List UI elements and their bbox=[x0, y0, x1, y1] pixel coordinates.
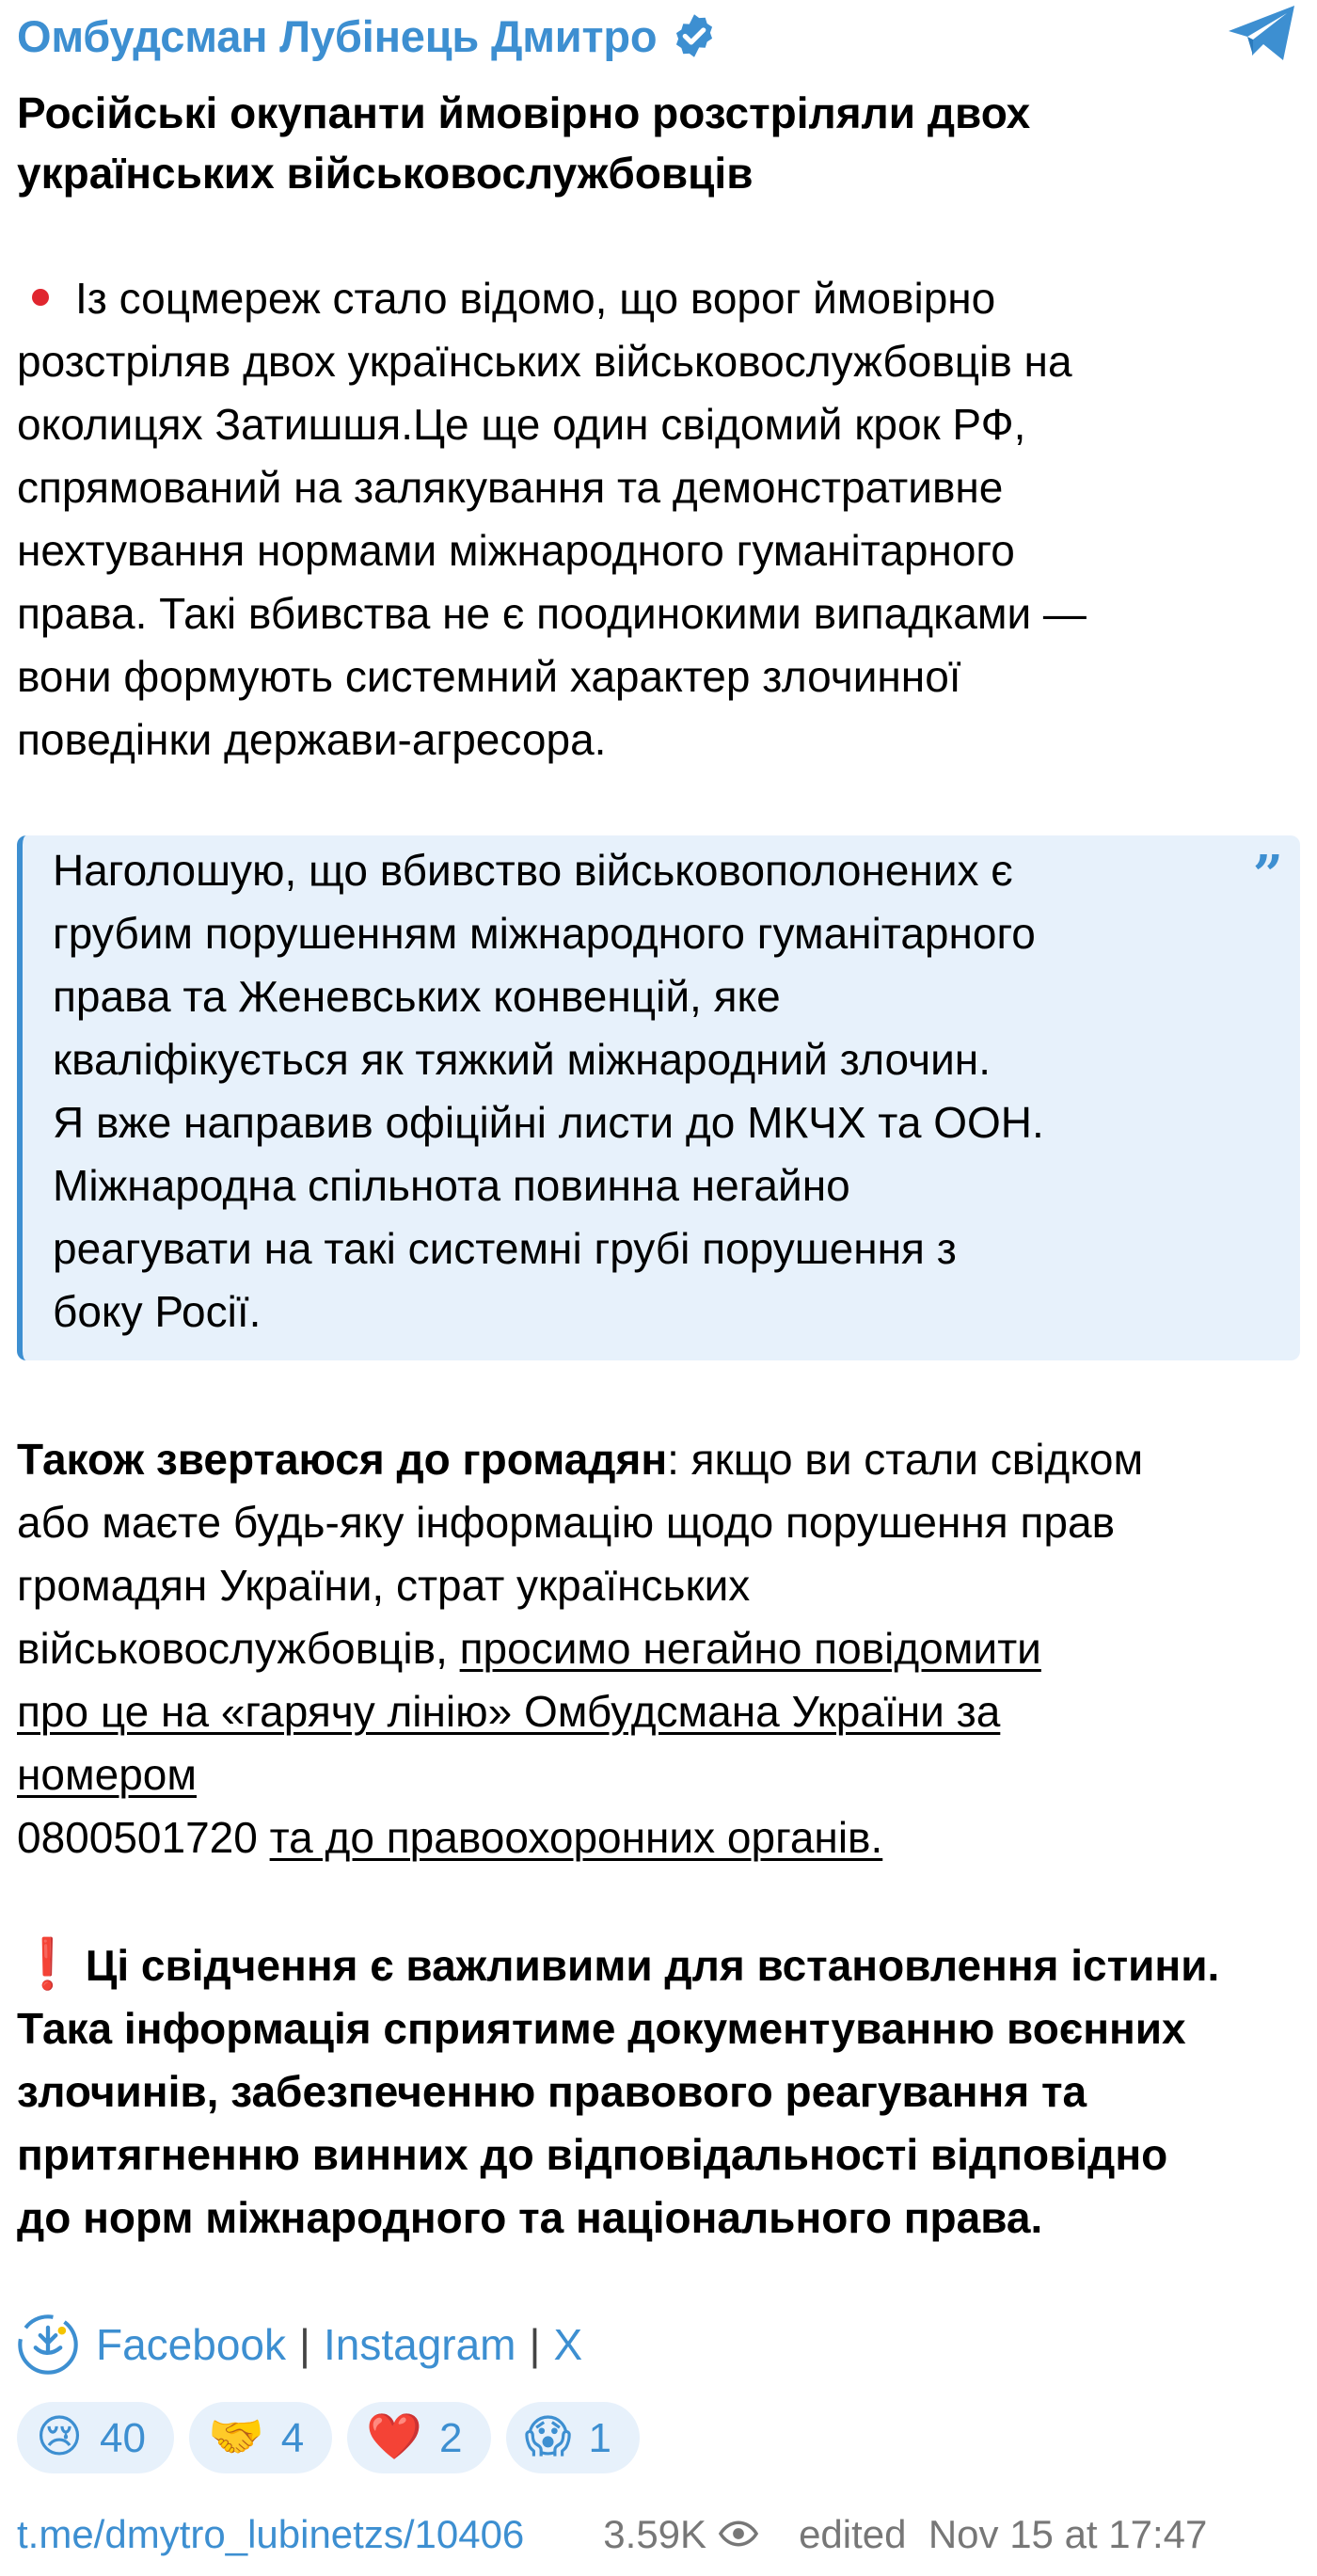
x-link[interactable]: X bbox=[553, 2319, 583, 2369]
views-value: 3.59K bbox=[603, 2511, 707, 2556]
title-line: Російські окупанти ймовірно розстріляли двох bbox=[17, 88, 1031, 137]
appeal-paragraph bbox=[17, 1428, 1300, 1869]
quote-line: боку Росії. bbox=[53, 1287, 262, 1336]
law-enforcement-link[interactable]: та до правоохоронних органів. bbox=[269, 1813, 883, 1862]
hotline-number[interactable]: 0800501720 bbox=[17, 1813, 258, 1862]
eye-icon bbox=[718, 2520, 759, 2548]
body-line: спрямований на залякування та демонстративне bbox=[17, 463, 1004, 512]
screaming-face-icon: 😱 bbox=[524, 2412, 572, 2462]
link-separator: | bbox=[299, 2319, 310, 2369]
post-title bbox=[17, 83, 1240, 203]
body-line: околицях Затишшя.Це ще один свідомий крок РФ, bbox=[17, 400, 1026, 449]
warning-line: Така інформація сприятиме документуванню воєнних bbox=[17, 2004, 1186, 2053]
quote-line: Міжнародна спільнота повинна негайно bbox=[53, 1161, 850, 1210]
reaction-count: 40 bbox=[100, 2414, 146, 2461]
quote-line: кваліфікується як тяжкий міжнародний злочин. bbox=[53, 1035, 991, 1084]
telegram-post bbox=[17, 0, 1300, 2562]
warning-paragraph bbox=[17, 1933, 1300, 2250]
post-footer bbox=[17, 2505, 1300, 2562]
post-header bbox=[17, 0, 1300, 72]
reaction-count: 1 bbox=[588, 2414, 612, 2461]
hotline-link[interactable]: просимо негайно повідомити bbox=[459, 1624, 1041, 1673]
appeal-text: військовослужбовців, bbox=[17, 1624, 460, 1673]
telegram-icon[interactable] bbox=[1225, 2, 1300, 64]
blockquote bbox=[17, 835, 1300, 1360]
quote-line: Наголошую, що вбивство військовополонених є bbox=[53, 846, 1013, 895]
reaction-count: 2 bbox=[439, 2414, 463, 2461]
link-separator: | bbox=[529, 2319, 541, 2369]
body-line: розстріляв двох українських військовослужбовців на bbox=[17, 337, 1072, 386]
ombudsman-logo-icon bbox=[17, 2314, 79, 2376]
appeal-bold: Також звертаюся до громадян bbox=[17, 1435, 668, 1484]
post-permalink[interactable]: t.me/dmytro_lubinetzs/10406 bbox=[17, 2511, 525, 2556]
reaction-heart[interactable] bbox=[347, 2402, 490, 2473]
hotline-link[interactable]: номером bbox=[17, 1750, 197, 1799]
reaction-count: 4 bbox=[280, 2414, 305, 2461]
red-dot-icon bbox=[32, 289, 49, 306]
warning-line: притягненню винних до відповідальності відповідно bbox=[17, 2130, 1168, 2179]
reaction-crying[interactable] bbox=[17, 2402, 174, 2473]
handshake-icon: 🤝 bbox=[208, 2412, 264, 2462]
instagram-link[interactable]: Instagram bbox=[323, 2319, 516, 2369]
edited-timestamp: edited Nov 15 at 17:47 bbox=[799, 2511, 1208, 2556]
social-links bbox=[17, 2312, 1300, 2377]
channel-name[interactable]: Омбудсман Лубінець Дмитро bbox=[17, 10, 658, 61]
body-line: поведінки держави-агресора. bbox=[17, 715, 607, 764]
quote-line: грубим порушенням міжнародного гуманітарного bbox=[53, 909, 1036, 958]
exclamation-icon: ❗ bbox=[17, 1937, 78, 1992]
quote-line: Я вже направив офіційні листи до МКЧХ та ООН. bbox=[53, 1098, 1044, 1147]
quote-mark-icon: ” bbox=[1252, 844, 1283, 906]
warning-line: Ці свідчення є важливими для встановлення істини. bbox=[85, 1941, 1220, 1990]
body-line: права. Такі вбивства не є поодинокими випадками — bbox=[17, 589, 1087, 638]
appeal-text: : якщо ви стали свідком bbox=[667, 1435, 1144, 1484]
quote-line: реагувати на такі системні грубі порушення з bbox=[53, 1224, 957, 1273]
reaction-handshake[interactable] bbox=[189, 2402, 332, 2473]
body-line: нехтування нормами міжнародного гуманітарного bbox=[17, 526, 1015, 575]
quote-line: права та Женевських конвенцій, яке bbox=[53, 972, 781, 1021]
body-line: Із соцмереж стало відомо, що ворог ймовірно bbox=[75, 274, 996, 323]
title-line: українських військовослужбовців bbox=[17, 149, 754, 198]
view-count bbox=[603, 2503, 759, 2566]
hotline-link[interactable]: про це на «гарячу лінію» Омбудсмана України за bbox=[17, 1687, 1001, 1736]
reactions-bar bbox=[17, 2402, 1300, 2473]
facebook-link[interactable]: Facebook bbox=[96, 2319, 287, 2369]
warning-line: до норм міжнародного та національного права. bbox=[17, 2193, 1043, 2242]
warning-line: злочинів, забезпеченню правового реагування та bbox=[17, 2067, 1087, 2116]
verified-badge-icon bbox=[670, 11, 719, 60]
body-line: вони формують системний характер злочинної bbox=[17, 652, 961, 701]
appeal-line: громадян України, страт українських bbox=[17, 1561, 751, 1610]
appeal-line: або маєте будь-яку інформацію щодо порушення прав bbox=[17, 1498, 1116, 1547]
post-body bbox=[17, 267, 1300, 771]
reaction-scream[interactable] bbox=[506, 2402, 641, 2473]
red-heart-icon: ❤️ bbox=[366, 2412, 423, 2462]
crying-face-icon: 😢 bbox=[36, 2412, 84, 2462]
